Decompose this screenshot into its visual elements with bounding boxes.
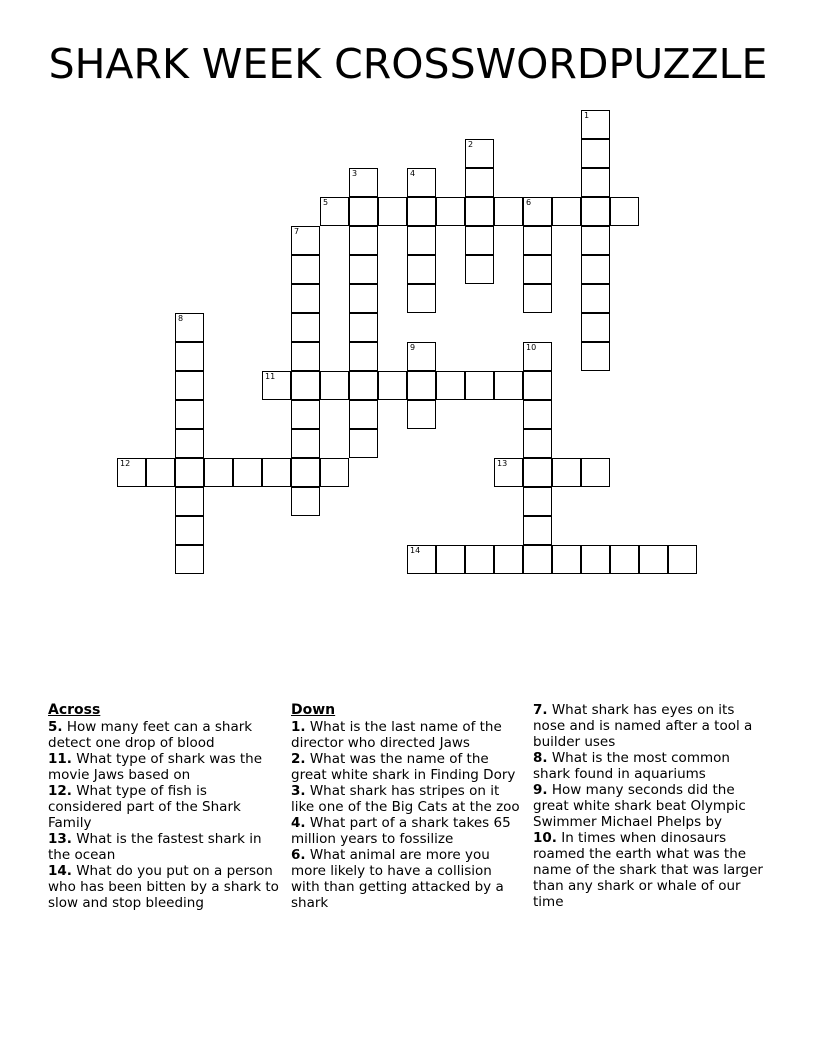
down-clues-continued bbox=[533, 702, 765, 910]
clue-number: 8 bbox=[178, 314, 184, 323]
grid-cell[interactable] bbox=[581, 168, 610, 197]
grid-cell[interactable] bbox=[175, 371, 204, 400]
grid-cell[interactable] bbox=[523, 226, 552, 255]
grid-cell[interactable] bbox=[523, 342, 552, 371]
grid-cell[interactable] bbox=[320, 197, 349, 226]
clue-item bbox=[48, 751, 280, 783]
grid-cell[interactable] bbox=[175, 545, 204, 574]
grid-cell[interactable] bbox=[581, 313, 610, 342]
across-clues bbox=[48, 702, 280, 911]
clue-number: 14 bbox=[410, 546, 421, 555]
clue-number: 5 bbox=[323, 198, 329, 207]
clue-item bbox=[291, 783, 523, 815]
grid-cell[interactable] bbox=[291, 400, 320, 429]
grid-cell[interactable] bbox=[291, 226, 320, 255]
grid-cell[interactable] bbox=[349, 284, 378, 313]
grid-cell[interactable] bbox=[494, 458, 523, 487]
grid-cell[interactable] bbox=[465, 371, 494, 400]
grid-cell[interactable] bbox=[262, 371, 291, 400]
clue-item-text: What shark has stripes on it like one of the Big Cats at the zoo bbox=[291, 783, 520, 815]
grid-cell[interactable] bbox=[291, 487, 320, 516]
grid-cell[interactable] bbox=[436, 197, 465, 226]
grid-cell[interactable] bbox=[668, 545, 697, 574]
grid-cell[interactable] bbox=[262, 458, 291, 487]
grid-cell[interactable] bbox=[436, 371, 465, 400]
grid-cell[interactable] bbox=[320, 458, 349, 487]
grid-cell[interactable] bbox=[465, 255, 494, 284]
grid-cell[interactable] bbox=[291, 255, 320, 284]
grid-cell[interactable] bbox=[378, 371, 407, 400]
clue-number: 12 bbox=[120, 459, 131, 468]
grid-cell[interactable] bbox=[494, 197, 523, 226]
grid-cell[interactable] bbox=[494, 371, 523, 400]
clue-item-number: 6. bbox=[291, 847, 306, 863]
clue-item bbox=[48, 719, 280, 751]
grid-cell[interactable] bbox=[291, 458, 320, 487]
grid-cell[interactable] bbox=[523, 255, 552, 284]
clue-number: 7 bbox=[294, 227, 300, 236]
clue-item-number: 12. bbox=[48, 783, 72, 799]
grid-cell[interactable] bbox=[349, 342, 378, 371]
clue-item-text: What type of shark was the movie Jaws based on bbox=[48, 751, 263, 783]
clue-item-number: 2. bbox=[291, 751, 306, 767]
clue-number: 11 bbox=[265, 372, 276, 381]
grid-cell[interactable] bbox=[581, 197, 610, 226]
clue-item-text: What is the fastest shark in the ocean bbox=[48, 831, 262, 863]
grid-cell[interactable] bbox=[349, 197, 378, 226]
grid-cell[interactable] bbox=[639, 545, 668, 574]
grid-cell[interactable] bbox=[552, 458, 581, 487]
grid-cell[interactable] bbox=[523, 197, 552, 226]
grid-cell[interactable] bbox=[349, 313, 378, 342]
clue-item-text: What part of a shark takes 65 million years to fossilize bbox=[291, 815, 511, 847]
grid-cell[interactable] bbox=[175, 487, 204, 516]
down-clues bbox=[291, 702, 523, 911]
grid-cell[interactable] bbox=[523, 545, 552, 574]
grid-cell[interactable] bbox=[523, 400, 552, 429]
clue-item-number: 3. bbox=[291, 783, 306, 799]
grid-cell[interactable] bbox=[407, 342, 436, 371]
clue-item-number: 4. bbox=[291, 815, 306, 831]
clue-item-text: What do you put on a person who has been bitten by a shark to slow and stop bleeding bbox=[48, 863, 279, 911]
clue-item-text: What is the last name of the director who directed Jaws bbox=[291, 719, 502, 751]
grid-cell[interactable] bbox=[349, 371, 378, 400]
clue-item bbox=[291, 847, 523, 911]
clue-item-text: What animal are more you more likely to have a collision with than getting attacked by a shark bbox=[291, 847, 504, 911]
grid-cell[interactable] bbox=[407, 168, 436, 197]
grid-cell[interactable] bbox=[523, 371, 552, 400]
clue-item-number: 9. bbox=[533, 782, 548, 798]
clue-item-text: In times when dinosaurs roamed the earth what was the name of the shark that was larger than any shark or whale of our time bbox=[533, 830, 763, 910]
clue-item-number: 8. bbox=[533, 750, 548, 766]
grid-cell[interactable] bbox=[407, 284, 436, 313]
clue-item bbox=[48, 783, 280, 831]
down-heading: Down bbox=[291, 702, 336, 718]
grid-cell[interactable] bbox=[349, 429, 378, 458]
grid-cell[interactable] bbox=[407, 545, 436, 574]
grid-cell[interactable] bbox=[581, 284, 610, 313]
clue-item bbox=[533, 782, 765, 830]
clue-item bbox=[533, 830, 765, 910]
grid-cell[interactable] bbox=[523, 429, 552, 458]
grid-cell[interactable] bbox=[175, 313, 204, 342]
grid-cell[interactable] bbox=[175, 342, 204, 371]
grid-cell[interactable] bbox=[291, 429, 320, 458]
grid-cell[interactable] bbox=[349, 400, 378, 429]
grid-cell[interactable] bbox=[407, 226, 436, 255]
grid-cell[interactable] bbox=[407, 197, 436, 226]
grid-cell[interactable] bbox=[349, 168, 378, 197]
grid-cell[interactable] bbox=[523, 487, 552, 516]
grid-cell[interactable] bbox=[436, 545, 465, 574]
clue-item-text: What was the name of the great white shark in Finding Dory bbox=[291, 751, 516, 783]
grid-cell[interactable] bbox=[581, 342, 610, 371]
grid-cell[interactable] bbox=[204, 458, 233, 487]
clue-item bbox=[48, 831, 280, 863]
grid-cell[interactable] bbox=[610, 545, 639, 574]
grid-cell[interactable] bbox=[378, 197, 407, 226]
clue-item-number: 1. bbox=[291, 719, 306, 735]
grid-cell[interactable] bbox=[146, 458, 175, 487]
clue-item-number: 13. bbox=[48, 831, 72, 847]
clue-item-text: How many seconds did the great white shark beat Olympic Swimmer Michael Phelps by bbox=[533, 782, 746, 830]
grid-cell[interactable] bbox=[610, 197, 639, 226]
clue-number: 10 bbox=[526, 343, 537, 352]
grid-cell[interactable] bbox=[523, 284, 552, 313]
clue-item-text: How many feet can a shark detect one drop of blood bbox=[48, 719, 253, 751]
grid-cell[interactable] bbox=[175, 429, 204, 458]
grid-cell[interactable] bbox=[291, 371, 320, 400]
grid-cell[interactable] bbox=[291, 342, 320, 371]
puzzle-title: SHARK WEEK CROSSWORDPUZZLE bbox=[48, 40, 768, 88]
clue-number: 3 bbox=[352, 169, 358, 178]
grid-cell[interactable] bbox=[117, 458, 146, 487]
grid-cell[interactable] bbox=[465, 139, 494, 168]
grid-cell[interactable] bbox=[465, 545, 494, 574]
across-heading: Across bbox=[48, 702, 101, 718]
grid-cell[interactable] bbox=[349, 255, 378, 284]
clue-number: 1 bbox=[584, 111, 590, 120]
grid-cell[interactable] bbox=[407, 371, 436, 400]
clue-item bbox=[291, 815, 523, 847]
grid-cell[interactable] bbox=[233, 458, 262, 487]
grid-cell[interactable] bbox=[552, 197, 581, 226]
clue-item-text: What shark has eyes on its nose and is named after a tool a builder uses bbox=[533, 702, 753, 750]
grid-cell[interactable] bbox=[494, 545, 523, 574]
grid-cell[interactable] bbox=[581, 255, 610, 284]
grid-cell[interactable] bbox=[581, 545, 610, 574]
grid-cell[interactable] bbox=[407, 400, 436, 429]
grid-cell[interactable] bbox=[291, 284, 320, 313]
grid-cell[interactable] bbox=[320, 371, 349, 400]
clue-number: 9 bbox=[410, 343, 416, 352]
clue-item bbox=[48, 863, 280, 911]
grid-cell[interactable] bbox=[175, 516, 204, 545]
clue-item bbox=[533, 750, 765, 782]
clue-item bbox=[533, 702, 765, 750]
grid-cell[interactable] bbox=[175, 458, 204, 487]
grid-cell[interactable] bbox=[407, 255, 436, 284]
grid-cell[interactable] bbox=[552, 545, 581, 574]
grid-cell[interactable] bbox=[523, 458, 552, 487]
grid-cell[interactable] bbox=[581, 139, 610, 168]
grid-cell[interactable] bbox=[291, 313, 320, 342]
grid-cell[interactable] bbox=[581, 226, 610, 255]
grid-cell[interactable] bbox=[581, 110, 610, 139]
clue-item-number: 11. bbox=[48, 751, 72, 767]
grid-cell[interactable] bbox=[465, 226, 494, 255]
clue-number: 13 bbox=[497, 459, 508, 468]
grid-cell[interactable] bbox=[349, 226, 378, 255]
grid-cell[interactable] bbox=[523, 516, 552, 545]
grid-cell[interactable] bbox=[465, 197, 494, 226]
clue-item-text: What type of fish is considered part of the Shark Family bbox=[48, 783, 241, 831]
clue-item bbox=[291, 719, 523, 751]
clue-item bbox=[291, 751, 523, 783]
clue-number: 4 bbox=[410, 169, 416, 178]
clue-item-number: 14. bbox=[48, 863, 72, 879]
clue-number: 6 bbox=[526, 198, 532, 207]
clue-item-number: 7. bbox=[533, 702, 548, 718]
clue-item-number: 5. bbox=[48, 719, 63, 735]
clue-item-text: What is the most common shark found in aquariums bbox=[533, 750, 730, 782]
clue-item-number: 10. bbox=[533, 830, 557, 846]
clue-number: 2 bbox=[468, 140, 474, 149]
grid-cell[interactable] bbox=[581, 458, 610, 487]
grid-cell[interactable] bbox=[465, 168, 494, 197]
grid-cell[interactable] bbox=[175, 400, 204, 429]
